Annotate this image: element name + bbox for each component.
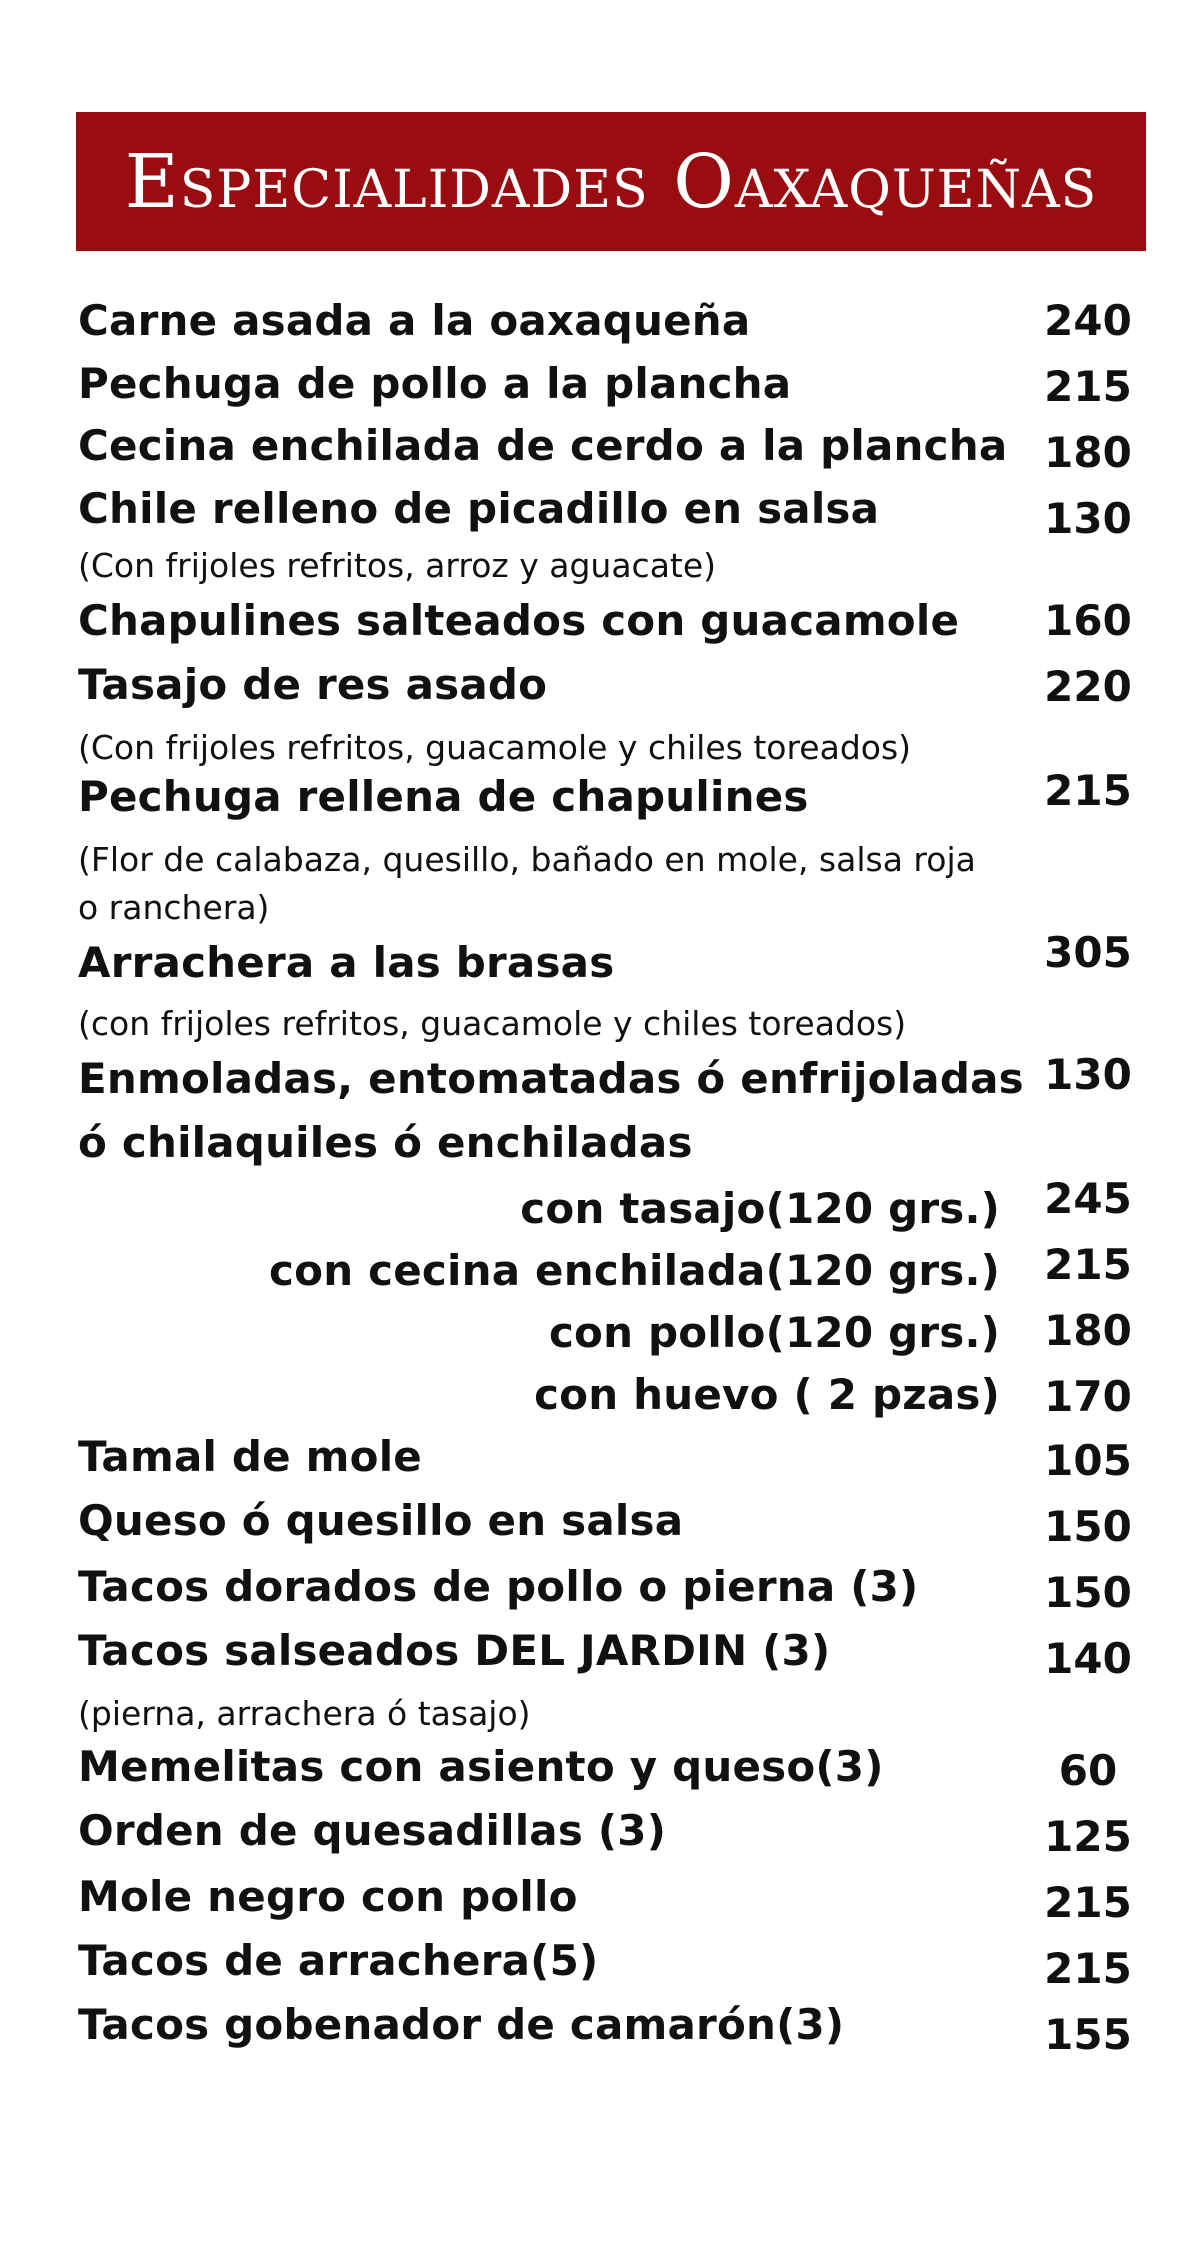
menu-item-name: Orden de quesadillas (3) <box>78 1806 667 1855</box>
menu-item-price: 180 <box>1044 428 1132 477</box>
menu-item-name: Tamal de mole <box>78 1432 422 1481</box>
menu-item-name: Cecina enchilada de cerdo a la plancha <box>78 421 1008 470</box>
menu-item-price: 125 <box>1044 1812 1132 1861</box>
menu-item-name: Tacos salseados DEL JARDIN (3) <box>78 1626 831 1675</box>
menu-item-price: 130 <box>1044 1050 1132 1099</box>
menu-item-name: Tacos gobenador de camarón(3) <box>78 2000 845 2049</box>
menu-item-price: 180 <box>1044 1306 1132 1355</box>
menu-item-price: 150 <box>1044 1568 1132 1617</box>
menu-item-name: Carne asada a la oaxaqueña <box>78 296 751 345</box>
menu-item-name: Mole negro con pollo <box>78 1872 578 1921</box>
menu-item-price: 215 <box>1044 1240 1132 1289</box>
menu-item-name: Chapulines salteados con guacamole <box>78 596 960 645</box>
menu-item-price: 215 <box>1044 362 1132 411</box>
menu-item-price: 130 <box>1044 494 1132 543</box>
menu-item-name: Tacos dorados de pollo o pierna (3) <box>78 1562 919 1611</box>
menu-item-name: ó chilaquiles ó enchiladas <box>78 1118 693 1167</box>
menu-item-price: 105 <box>1044 1436 1132 1485</box>
menu-item-price: 305 <box>1044 928 1132 977</box>
menu-item-name: Tasajo de res asado <box>78 660 548 709</box>
menu-item-price: 215 <box>1044 1878 1132 1927</box>
menu-item-name: Memelitas con asiento y queso(3) <box>78 1742 884 1791</box>
menu-item-note: (Flor de calabaza, quesillo, bañado en mole, salsa roja <box>78 840 976 879</box>
menu-item-note: (Con frijoles refritos, guacamole y chiles toreados) <box>78 728 912 767</box>
menu-item-note: o ranchera) <box>78 888 270 927</box>
menu-item-price: 245 <box>1044 1174 1132 1223</box>
menu-item-price: 60 <box>1058 1746 1118 1795</box>
menu-item-price: 160 <box>1044 596 1132 645</box>
menu-item-name: Chile relleno de picadillo en salsa <box>78 484 880 533</box>
menu-item-price: 140 <box>1044 1634 1132 1683</box>
menu-item-name: con cecina enchilada(120 grs.) <box>269 1246 1000 1295</box>
menu-item-name: con huevo ( 2 pzas) <box>534 1370 1000 1419</box>
menu-item-note: (Con frijoles refritos, arroz y aguacate) <box>78 546 717 585</box>
menu-item-name: Arrachera a las brasas <box>78 938 615 987</box>
menu-item-name: Pechuga de pollo a la plancha <box>78 359 792 408</box>
menu-item-name: Enmoladas, entomatadas ó enfrijoladas <box>78 1054 1024 1103</box>
menu-item-note: (con frijoles refritos, guacamole y chiles toreados) <box>78 1004 907 1043</box>
menu-item-price: 220 <box>1044 662 1132 711</box>
menu-item-price: 150 <box>1044 1502 1132 1551</box>
menu-item-price: 155 <box>1044 2010 1132 2059</box>
page-title: Especialidades Oaxaqueñas <box>124 138 1098 225</box>
menu-item-name: Tacos de arrachera(5) <box>78 1936 599 1985</box>
menu-item-price: 240 <box>1044 296 1132 345</box>
menu-item-price: 170 <box>1044 1372 1132 1421</box>
menu-item-name: con tasajo(120 grs.) <box>520 1184 1000 1233</box>
menu-item-price: 215 <box>1044 1944 1132 1993</box>
menu-item-name: con pollo(120 grs.) <box>548 1308 1000 1357</box>
menu-item-name: Pechuga rellena de chapulines <box>78 772 809 821</box>
menu-item-note: (pierna, arrachera ó tasajo) <box>78 1694 531 1733</box>
menu-item-name: Queso ó quesillo en salsa <box>78 1496 684 1545</box>
menu-item-price: 215 <box>1044 766 1132 815</box>
